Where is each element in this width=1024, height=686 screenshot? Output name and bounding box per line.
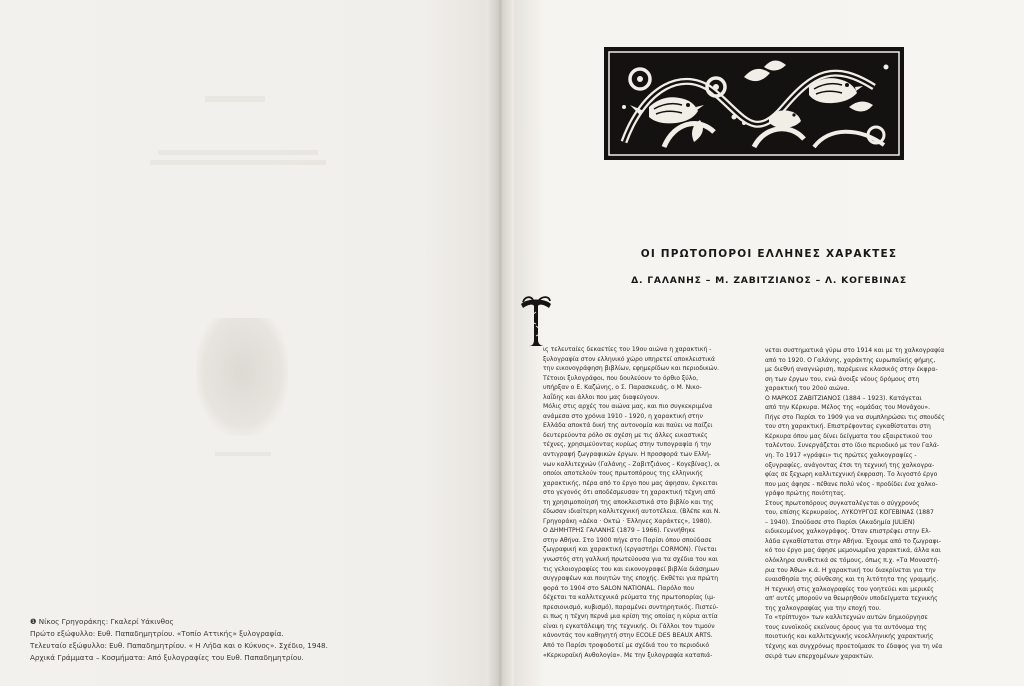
text-line: φίας σε ξεχωρη καλλιτεχνική έκφραση. Το λιγοστό έργο: [765, 471, 938, 479]
text-line: ταλέντου. Συνεργάζεται στο ίδιο περιοδικό με τον Γαλά-: [765, 442, 940, 450]
text-line: ξυλογραφία στον ελληνικό χώρο υπηρετεί αποκλειστικά: [543, 355, 715, 363]
text-line: από την Κέρκυρα. Μέλος της «ομάδας του Μονάχου».: [765, 404, 931, 412]
text-line: τις γελοιογραφίες του και εικονογραφεί βιβλία διάσημων: [543, 565, 720, 573]
text-line: κό του έργο μας άφησε μεμονωμένα χαρακτικά, άλλα και: [765, 547, 941, 555]
show-through-text: [150, 160, 326, 165]
text-line: νεται συστηματικά γύρω στο 1914 και με τη χαλκογραφία: [765, 347, 945, 354]
text-line: χαρακτικής, πέρα από το έργο που μας άφησαν, έγκειται: [543, 479, 718, 487]
book-gutter: [486, 0, 514, 686]
text-line: Ο ΜΑΡΚΟΣ ΖΑΒΙΤΖΙΑΝΟΣ (1884 – 1923). Κατάγεται: [765, 394, 922, 402]
text-line: ρια του Άθω» κ.ά. Η χαρακτική του διακρίνεται για την: [765, 566, 936, 574]
text-line: με διεθνή αναγνώριση, παρέμεινε κλασικός στην έκφρα-: [765, 366, 938, 374]
text-line: σειρά των επερχομένων χαρακτών.: [765, 652, 874, 660]
article-column-1: [543, 345, 765, 660]
text-line: «Κερκυραϊκή Ανθολογία». Με την ξυλογραφία καταπιά-: [543, 651, 713, 659]
text-line: κάνοντάς τον καθηγητή στην ECOLE DES BEAUX ARTS.: [543, 632, 713, 640]
text-line: ση των έργων του, ενώ άνοιξε νέους δρόμους στη: [765, 375, 920, 383]
text-line: Πήγε στο Παρίσι το 1909 για να συμπληρώσει τις σπουδές: [765, 413, 945, 421]
text-line: λαΐδης και άλλοι που μας διαφεύγουν.: [543, 393, 660, 401]
caption-line: Πρώτο εξώφυλλο: Ευθ. Παπαδημητρίου. «Τοπίο Αττικής» ξυλογραφία.: [30, 629, 284, 638]
drop-cap-tau-icon: [519, 296, 553, 348]
text-line: που μας άφησε - πέθανε πολύ νέος - προδίδει ένα χαλκο-: [765, 480, 938, 488]
text-line: στην Αθήνα. Στο 1900 πήγε στο Παρίσι όπου σπούδασε: [543, 536, 712, 544]
text-line: Κέρκυρα όπου μας δίνει δείγματα του εξαιρετικού του: [765, 432, 933, 440]
text-line: νη. Το 1917 «γράφει» τις πρώτες χαλκογραφίες -: [765, 452, 917, 460]
text-line: οξυγραφίες, ανάγοντας έτσι τη τεχνική της χαλκογρα-: [765, 461, 935, 469]
show-through-text: [215, 452, 271, 456]
text-line: – 1940). Σπούδασε στο Παρίσι (Ακαδημία JULIEN): [765, 518, 915, 526]
woodcut-ornament-birds-icon: [604, 47, 904, 160]
text-line: αντιγραφή ζωγραφικών έργων. Η προσφορά των Ελλή-: [543, 451, 712, 459]
text-line: είναι η εγκατάλειψη της τεχνικής. Οι Γάλλοι τον τιμούν: [543, 622, 715, 630]
text-line: από το 1920. Ο Γαλάνης, χαράκτης ευρωπαϊκής φήμης,: [765, 356, 936, 364]
article-authors: Δ. ΓΑΛΑΝΗΣ – Μ. ΖΑΒΙΤΖΙΑΝΟΣ – Λ. ΚΟΓΕΒΙΝΑΣ: [631, 275, 907, 286]
caption-line: Τελευταίο εξώφυλλο: Ευθ. Παπαδημητρίου. « Η Λήδα και ο Κύκνος». Σχέδιο, 1948.: [30, 641, 328, 650]
text-line: πρεσιονισμό, κυβισμό), παραμένει συντηρητικός. Πιστεύ-: [543, 603, 719, 611]
text-line: Τέτοιοι ξυλογράφοι, που δουλεύουν το όρθιο ξύλο,: [543, 374, 699, 382]
text-line: φορά το 1904 στο SALON NATIONAL. Παρόλο που: [543, 584, 695, 592]
text-line: Στους πρωτοπόρους συγκαταλέγεται ο σύγχρονός: [765, 499, 920, 507]
text-line: τέχνες, χρησιμεύοντας κυρίως στην τυπογραφία ή την: [543, 441, 712, 449]
show-through-text: [158, 150, 318, 155]
caption-line: Αρχικά Γράμματα – Κοσμήματα: Από ξυλογραφίες του Ευθ. Παπαδημητρίου.: [30, 653, 304, 662]
caption-line: ❶ Νίκος Γρηγοράκης: Γκαλερί Υάκινθος: [30, 617, 174, 626]
text-line: γνωστός στη γαλλική πρωτεύουσα για τα σχέδια του και: [543, 556, 718, 564]
text-line: ις τελευταίες δεκαετίες του 19ου αιώνα η χαρακτική -: [543, 346, 712, 353]
text-line: ποιοτικής και καλλιτεχνικής νεοελληνικής χαρακτικής: [765, 633, 934, 641]
text-line: έδωσαν ιδιαίτερη καλλιτεχνική αυτοτέλεια. (Βλέπε και Ν.: [543, 508, 721, 516]
text-line: Από το Παρίσι τροφοδοτεί με σχέδιά του το περιοδικό: [543, 641, 710, 649]
text-line: συγγραφέων και ποιητών της εποχής. Εκθέτει για πρώτη: [543, 575, 719, 583]
text-line: Γρηγοράκη «Δέκα · Οκτώ · Έλληνες Χαράκτες», 1980).: [543, 517, 712, 525]
text-line: ει πως η τέχνη περνά μια κρίση της οποίας η κύρια αιτία: [543, 613, 718, 621]
text-line: δευτερεύοντα ρόλο σε σχέση με τις άλλες εικαστικές: [543, 431, 708, 439]
text-line: ολόκληρα συνθετικά σε τόμους, όπως π.χ. «Τα Μοναστή-: [765, 557, 940, 565]
left-page: [0, 0, 500, 686]
text-line: Η τεχνική στις χαλκογραφίες του γοητεύει και μερικές: [765, 585, 934, 593]
text-line: Ο ΔΗΜΗΤΡΗΣ ΓΑΛΑΝΗΣ (1879 – 1966). Γεννήθηκε: [543, 527, 696, 535]
text-line: ανάμεσα στο χρόνια 1910 - 1920, η χαρακτική στην: [543, 412, 703, 420]
text-line: Το «τρίπτυχο» των καλλιτεχνών αυτών δημιούργησε: [765, 614, 928, 622]
credits-captions: [30, 616, 470, 664]
text-line: Μόλις στις αρχές του αιώνα μας, και πιο συγκεκριμένα: [543, 403, 713, 411]
article-title: ΟΙ ΠΡΩΤΟΠΟΡΟΙ ΕΛΛΗΝΕΣ ΧΑΡΑΚΤΕΣ: [640, 248, 898, 260]
text-line: ζωγραφική και χαρακτική (εργαστήρι CORMON). Γίνεται: [543, 546, 717, 554]
text-line: χαρακτική του 20ού αιώνα.: [765, 385, 850, 393]
text-line: γράφο πρώτης ποιότητας.: [765, 490, 846, 498]
text-line: τους ευνοϊκούς εκείνους όρους για τα αυτόνομα της: [765, 623, 927, 631]
show-through-text: [205, 96, 265, 102]
article-column-2: [765, 346, 987, 661]
text-line: λάδα εγκαθίσταται στην Αθήνα. Έχουμε από το ζωγραφι-: [765, 537, 941, 545]
text-line: στο γεγονός ότι αποδέσμευσαν τη χαρακτική τέχνη από: [543, 489, 716, 497]
text-line: ευαισθησία της σύνθεσης και τη λιτότητα της γραμμής.: [765, 576, 939, 584]
text-line: του, επίσης Κερκυραίος, ΛΥΚΟΥΡΓΟΣ ΚΟΓΕΒΙΝΑΣ (1887: [765, 509, 934, 517]
show-through-portrait: [196, 318, 288, 436]
text-line: τέχνης και συγχρόνως προετοίμασε το έδαφος για τη νέα: [765, 642, 943, 650]
text-line: τη χρησιμοποίησή της αποκλειστικά στο βιβλίο και της: [543, 498, 714, 506]
text-line: την εικονογράφηση βιβλίων, εφημερίδων και περιοδικών.: [543, 365, 720, 373]
text-line: απ' αυτές μπορούν να θεωρηθούν υποδείγματα τεχνικής: [765, 595, 938, 603]
text-line: υπήρξαν ο Ε. Καζώνης, ο Σ. Παρασκευάς, ο Μ. Νικο-: [543, 384, 702, 392]
text-line: του στη χαρακτική. Επιστρέφοντας εγκαθίσταται στη: [765, 423, 931, 431]
text-line: Ελλάδα αποκτά δική της αυτονομία και παύει να παίζει: [543, 422, 713, 430]
text-line: δέχεται τα καλλιτεχνικά ρεύματα της πρωτοπορίας (ιμ-: [543, 594, 716, 602]
text-line: οποίοι αποτελούν τους πρωτοπόρους της ελληνικής: [543, 470, 703, 478]
text-line: ειδικευμένος χαλκογράφος. Όταν επιστρέφει στην Ελ-: [765, 528, 931, 536]
text-line: της χαλκογραφίας για την εποχή του.: [765, 604, 881, 612]
text-line: νων καλλιτεχνών (Γαλάνης - Ζαβιτζιάνος - Κογεβίνας), οι: [543, 460, 720, 468]
